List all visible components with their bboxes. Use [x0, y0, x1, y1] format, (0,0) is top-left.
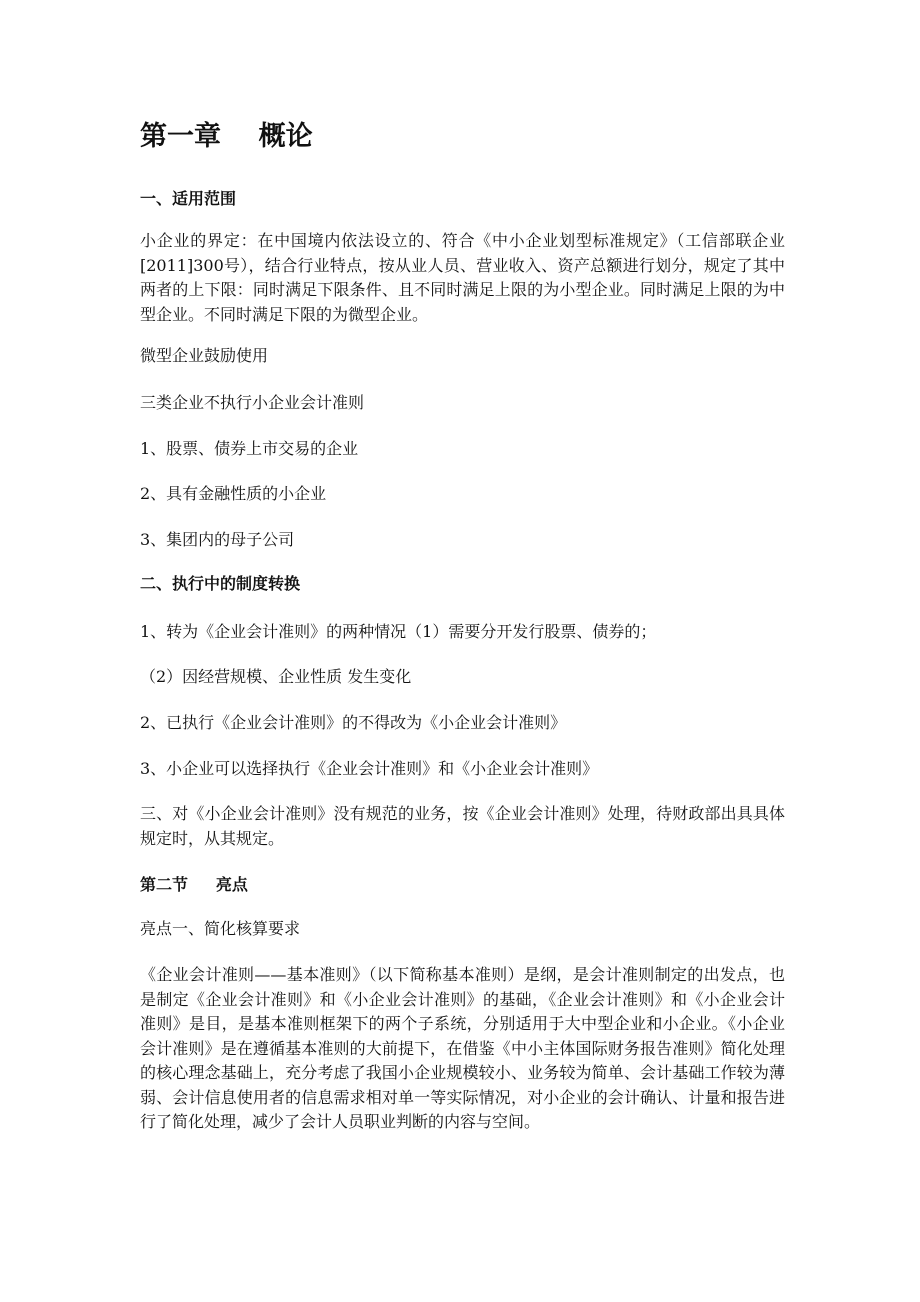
- list-item: 1、转为《企业会计准则》的两种情况（1）需要分开发行股票、债券的；: [140, 622, 657, 641]
- section-heading-scope: 一、适用范围: [140, 189, 237, 208]
- paragraph-unregulated-business: 三、对《小企业会计准则》没有规范的业务，按《企业会计准则》处理，待财政部出具具体规定时，从其规定。: [140, 804, 785, 848]
- paragraph-micro-enterprise: 微型企业鼓励使用: [140, 346, 269, 365]
- list-item: 2、具有金融性质的小企业: [140, 484, 327, 503]
- section-heading-conversion: 二、执行中的制度转换: [140, 574, 301, 593]
- chapter-title: 第一章 概论: [140, 121, 313, 152]
- list-item: 3、集团内的母子公司: [140, 530, 295, 549]
- list-item: 2、已执行《企业会计准则》的不得改为《小企业会计准则》: [140, 713, 567, 732]
- list-item: 1、股票、债券上市交易的企业: [140, 439, 359, 458]
- list-item: 3、小企业可以选择执行《企业会计准则》和《小企业会计准则》: [140, 759, 599, 778]
- list-item: （2）因经营规模、企业性质 发生变化: [140, 667, 412, 686]
- paragraph-basic-standard: 《企业会计准则——基本准则》（以下简称基本准则）是纲，是会计准则制定的出发点，也是制定《企业会计准则》和《小企业会计准则》的基础，《企业会计准则》和《小企业会计准则》是目，是基本准则框架下的两个子系统，分别适用于大中型企业和小企业。《小企业会计准则》是在遵循基本准则的大前提下，在借鉴《中小主体国际财务报告准则》简化处理的核心理念基础上，充分考虑了我国小企业规模较小、业务较为简单、会计基础工作较为薄弱、会计信息使用者的信息需求相对单一等实际情况，对小企业的会计确认、计量和报告进行了简化处理，减少了会计人员职业判断的内容与空间。: [140, 965, 785, 1131]
- section-heading-highlights: 第二节 亮点: [140, 875, 248, 894]
- paragraph-three-types: 三类企业不执行小企业会计准则: [140, 393, 365, 412]
- paragraph-highlight-one: 亮点一、简化核算要求: [140, 919, 301, 938]
- paragraph-small-enterprise-definition: 小企业的界定：在中国境内依法设立的、符合《中小企业划型标准规定》（工信部联企业[2011]300号），结合行业特点，按从业人员、营业收入、资产总额进行划分，规定了其中两者的上下限：同时满足下限条件、且不同时满足上限的为小型企业。同时满足上限的为中型企业。不同时满足下限的为微型企业。: [140, 231, 785, 324]
